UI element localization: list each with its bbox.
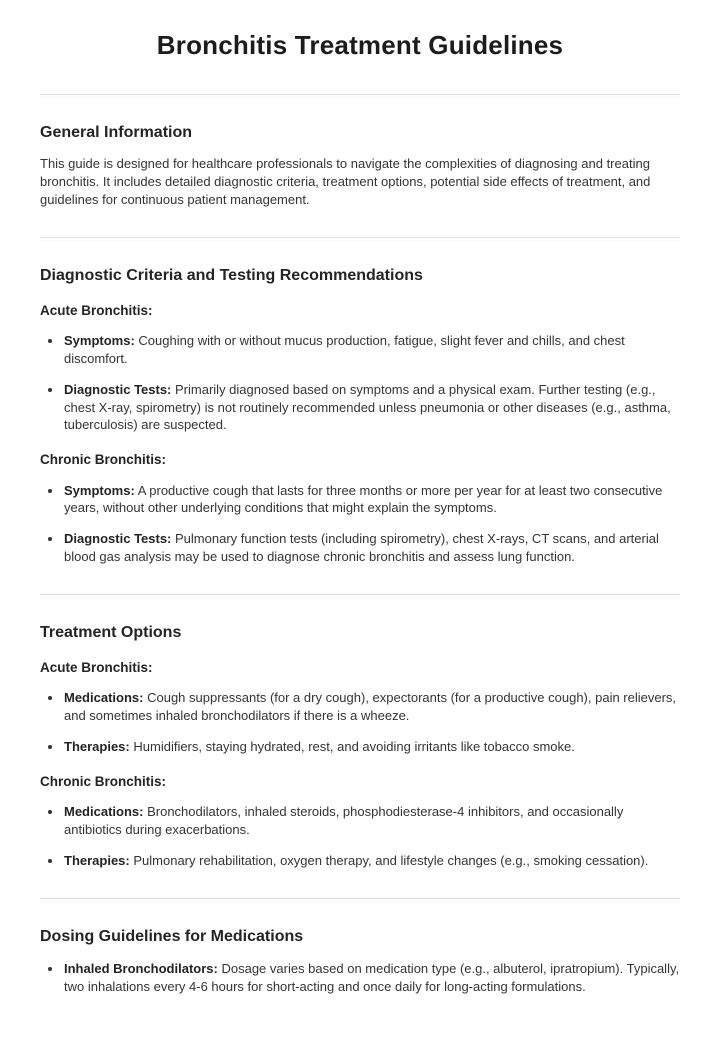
- bullet-list: [40, 803, 680, 869]
- bullet-label: Inhaled Bronchodilators:: [64, 960, 218, 976]
- bullet-text: Dosage varies based on medication type (e.g., albuterol, ipratropium). Typically, two inhalations every 4-6 hours for short-acting and once daily for long-acting formulations.: [64, 960, 680, 994]
- bullet-item: [63, 852, 680, 870]
- bullet-item: [63, 689, 680, 725]
- bullet-list: [40, 332, 680, 434]
- section-divider: [40, 237, 680, 238]
- page-title: Bronchitis Treatment Guidelines: [156, 30, 564, 60]
- section-heading: General Information: [40, 124, 193, 142]
- bullet-item: [63, 530, 680, 566]
- sub-heading-acute-bronchitis: Acute Bronchitis:: [40, 659, 153, 675]
- bullet-list: [40, 482, 680, 566]
- bullet-text: Pulmonary function tests (including spirometry), chest X-rays, CT scans, and arterial blood gas analysis may be used to diagnose chronic bronchitis and assess lung function.: [64, 531, 659, 565]
- section-heading: Treatment Options: [40, 623, 182, 641]
- bullet-text: Cough suppressants (for a dry cough), expectorants (for a productive cough), pain relievers, and sometimes inhaled bronchodilators if there is a wheeze.: [64, 690, 677, 724]
- bullet-label: Diagnostic Tests:: [64, 381, 172, 397]
- bullet-item: [63, 960, 680, 996]
- bullet-label: Therapies:: [64, 738, 130, 754]
- bullet-label: Medications:: [64, 804, 144, 820]
- bullet-text: Primarily diagnosed based on symptoms and a physical exam. Further testing (e.g., chest X-ray, spirometry) is not routinely recommended unless pneumonia or other diseases (e.g., asthma, tuberculosis) are suspected.: [64, 381, 671, 433]
- bullet-label: Symptoms:: [64, 482, 135, 498]
- sub-heading-acute-bronchitis: Acute Bronchitis:: [40, 302, 153, 318]
- bullet-label: Diagnostic Tests:: [64, 531, 172, 547]
- section-divider: [40, 594, 680, 595]
- bullet-label: Medications:: [64, 690, 144, 706]
- section-heading: Diagnostic Criteria and Testing Recommendations: [40, 266, 423, 284]
- section-divider: [40, 898, 680, 899]
- bullet-text: Coughing with or without mucus production, fatigue, slight fever and chills, and chest discomfort.: [64, 333, 625, 366]
- bullet-list: [40, 960, 680, 996]
- section-paragraph: This guide is designed for healthcare professionals to navigate the complexities of diagnosing and treating bronchitis. It includes detailed diagnostic criteria, treatment options, potential side effects of treatment, and guidelines for continuous patient management.: [40, 156, 651, 207]
- bullet-text: A productive cough that lasts for three months or more per year for at least two consecutive years, without other underlying conditions that might explain the symptoms.: [64, 482, 663, 516]
- section-diagnostic-criteria: [40, 266, 680, 566]
- bullet-label: Therapies:: [64, 852, 130, 868]
- bullet-item: [63, 803, 680, 839]
- bullet-label: Symptoms:: [64, 333, 135, 349]
- section-dosing-guidelines: [40, 927, 680, 996]
- bullet-text: Pulmonary rehabilitation, oxygen therapy, and lifestyle changes (e.g., smoking cessation).: [133, 852, 649, 868]
- sub-heading-chronic-bronchitis: Chronic Bronchitis:: [40, 452, 167, 468]
- bullet-text: Humidifiers, staying hydrated, rest, and avoiding irritants like tobacco smoke.: [133, 738, 575, 754]
- bullet-item: [63, 482, 680, 518]
- section-general-information: [40, 123, 680, 208]
- bullet-item: [63, 738, 680, 756]
- bullet-item: [63, 381, 680, 434]
- section-divider: [40, 94, 680, 95]
- section-heading: Dosing Guidelines for Medications: [40, 927, 304, 945]
- bullet-item: [63, 332, 680, 368]
- bullet-text: Bronchodilators, inhaled steroids, phosphodiesterase-4 inhibitors, and occasionally antibiotics during exacerbations.: [64, 804, 624, 838]
- section-treatment-options: [40, 623, 680, 870]
- bullet-list: [40, 689, 680, 755]
- sub-heading-chronic-bronchitis: Chronic Bronchitis:: [40, 773, 167, 789]
